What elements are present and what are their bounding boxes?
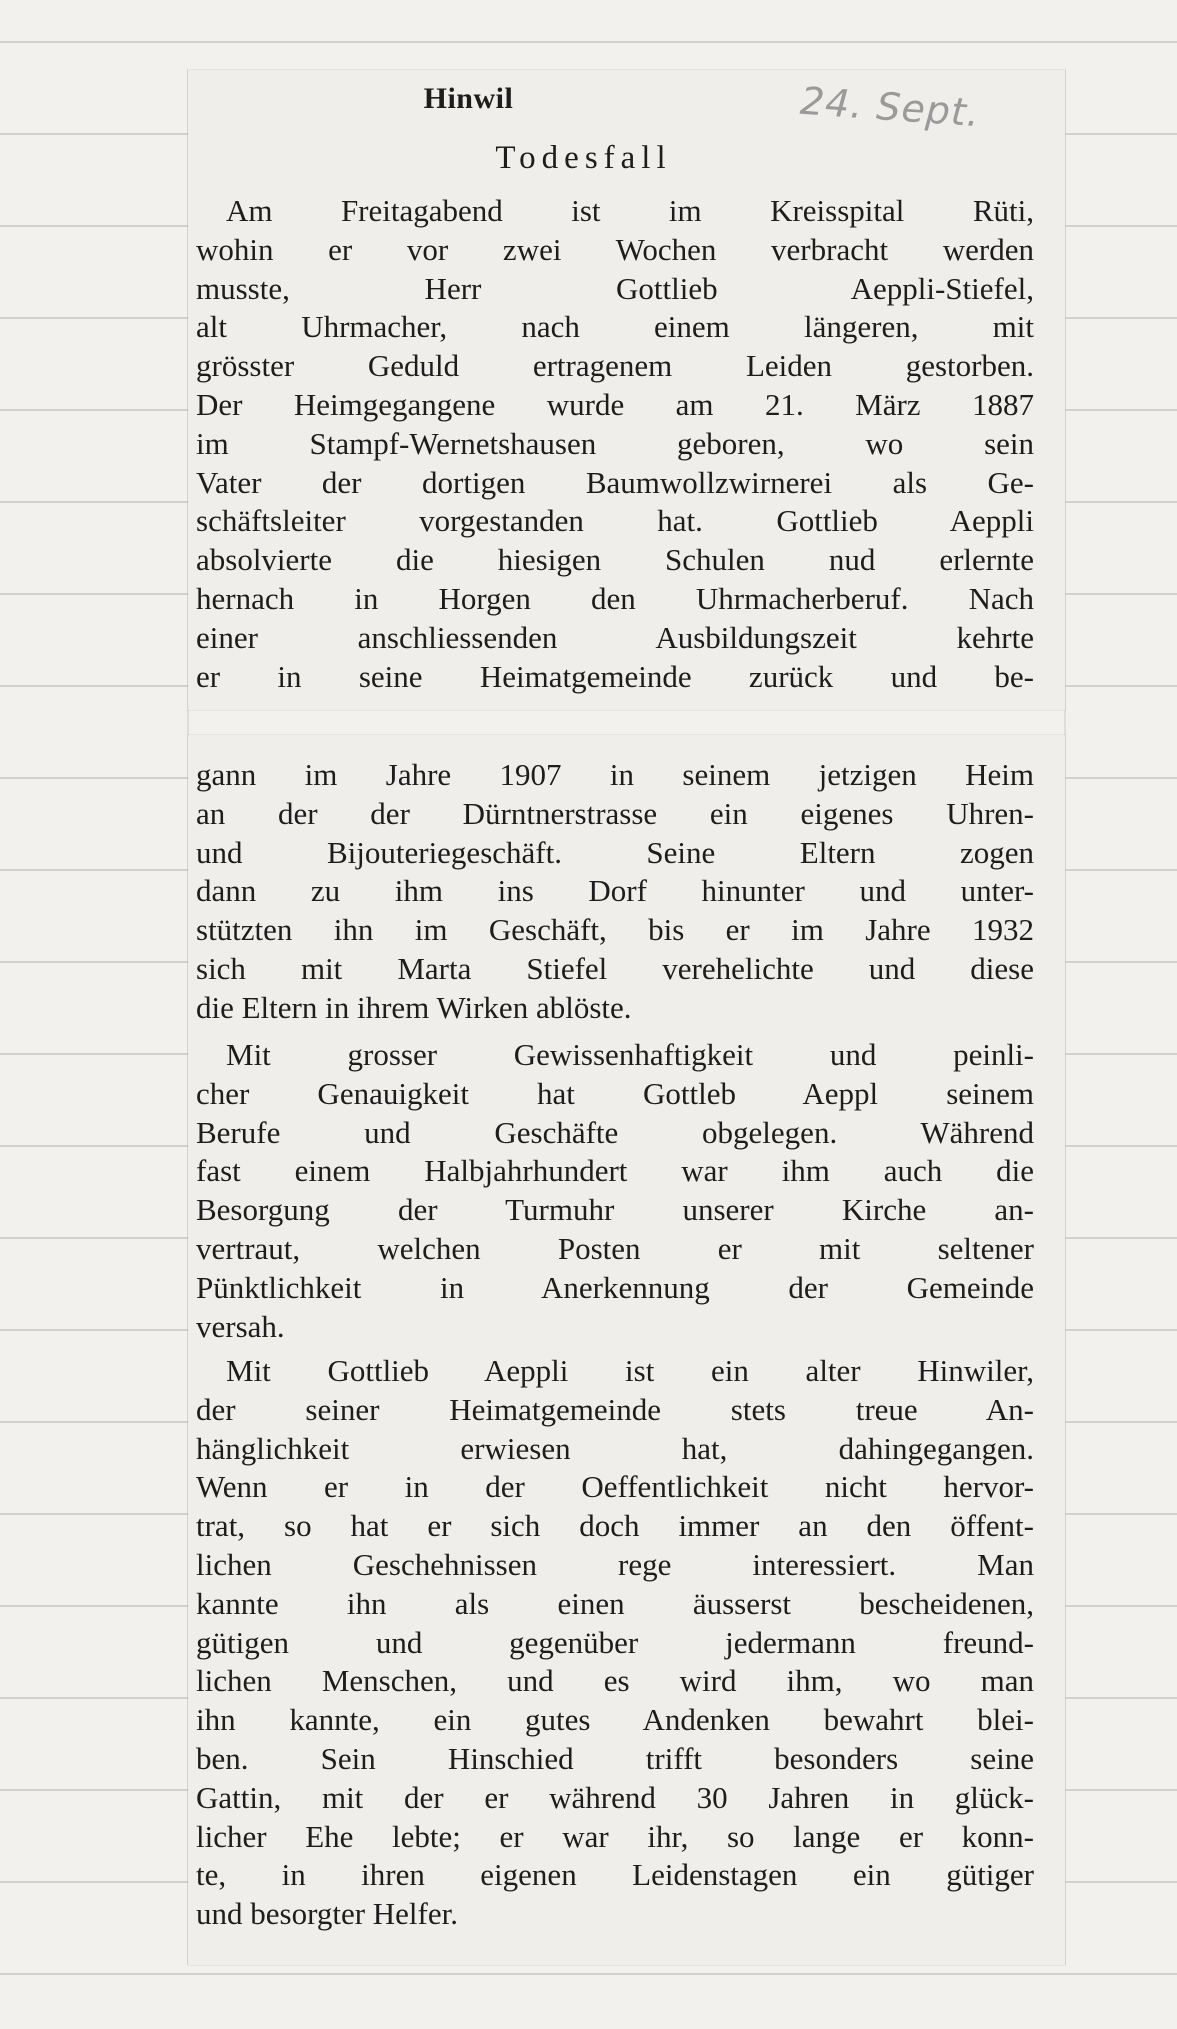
text-line: grösster Geduld ertragenem Leiden gestorben. [196, 348, 1034, 384]
text-line: trat, so hat er sich doch immer an den öffent- [196, 1508, 1034, 1544]
text-line: versah. [196, 1308, 285, 1344]
text-line: ben. Sein Hinschied trifft besonders seine [196, 1740, 1034, 1776]
text-line: er in seine Heimatgemeinde zurück und be- [196, 658, 1034, 694]
text-line: licher Ehe lebte; er war ihr, so lange er konn- [196, 1818, 1034, 1854]
text-line: schäftsleiter vorgestanden hat. Gottlieb Aeppli [196, 503, 1034, 539]
text-line: gann im Jahre 1907 in seinem jetzigen Heim [196, 757, 1034, 792]
text-line: Wenn er in der Oeffentlichkeit nicht hervor- [196, 1469, 1034, 1505]
text-line: musste, Herr Gottlieb Aeppli-Stiefel, [196, 270, 1034, 306]
text-line: kannte ihn als einen äusserst bescheidenen, [196, 1585, 1034, 1621]
text-line: ihn kannte, ein gutes Andenken bewahrt blei- [196, 1702, 1034, 1738]
text-line: Vater der dortigen Baumwollzwirnerei als Ge- [196, 464, 1034, 500]
article-paragraph-3 [196, 1352, 1034, 1934]
text-line: Der Heimgegangene wurde am 21. März 1887 [196, 386, 1034, 422]
text-line: im Stampf-Wernetshausen geboren, wo sein [196, 425, 1034, 461]
article-place-heading: Hinwil [423, 82, 514, 115]
article-paragraph-1-part-a [196, 192, 1034, 696]
text-line: der seiner Heimatgemeinde stets treue An- [196, 1391, 1034, 1427]
text-line: fast einem Halbjahrhundert war ihm auch die [196, 1153, 1034, 1189]
text-line: Am Freitagabend ist im Kreisspital Rüti, [226, 193, 1034, 228]
text-line: Mit grosser Gewissenhaftigkeit und peinli- [226, 1037, 1034, 1072]
text-line: an der der Dürntnerstrasse ein eigenes Uhren- [196, 795, 1034, 831]
article-title: Todesfall [495, 140, 672, 176]
text-line: absolvierte die hiesigen Schulen nud erlernte [196, 542, 1034, 578]
text-line: und Bijouteriegeschäft. Seine Eltern zogen [196, 834, 1034, 870]
text-line: alt Uhrmacher, nach einem längeren, mit [196, 309, 1034, 345]
text-line: lichen Menschen, und es wird ihm, wo man [196, 1663, 1034, 1699]
text-line: die Eltern in ihrem Wirken ablöste. [196, 989, 632, 1025]
text-line: lichen Geschehnissen rege interessiert. Man [196, 1546, 1034, 1582]
text-line: gütigen und gegenüber jedermann freund- [196, 1624, 1034, 1660]
text-line: te, in ihren eigenen Leidenstagen ein gütiger [196, 1857, 1034, 1893]
text-line: dann zu ihm ins Dorf hinunter und unter- [196, 873, 1034, 909]
text-line: wohin er vor zwei Wochen verbracht werden [196, 231, 1034, 267]
text-line: Pünktlichkeit in Anerkennung der Gemeinde [196, 1269, 1034, 1305]
text-line: vertraut, welchen Posten er mit seltener [196, 1230, 1034, 1266]
article-paragraph-1-part-b [196, 756, 1034, 1028]
text-line: Besorgung der Turmuhr unserer Kirche an- [196, 1192, 1034, 1228]
text-line: Gattin, mit der er während 30 Jahren in glück- [196, 1779, 1034, 1815]
text-line: stützten ihn im Geschäft, bis er im Jahre 1932 [196, 912, 1034, 948]
text-line: sich mit Marta Stiefel verehelichte und diese [196, 950, 1034, 986]
text-line: einer anschliessenden Ausbildungszeit kehrte [196, 619, 1034, 655]
article-paragraph-2 [196, 1036, 1034, 1346]
text-line: hernach in Horgen den Uhrmacherberuf. Nach [196, 580, 1034, 616]
text-line: Berufe und Geschäfte obgelegen. Während [196, 1114, 1034, 1150]
handwritten-date-note: 24. Sept. [798, 78, 982, 136]
text-line: hänglichkeit erwiesen hat, dahingegangen. [196, 1430, 1034, 1466]
text-line: cher Genauigkeit hat Gottleb Aeppl seinem [196, 1075, 1034, 1111]
text-line: und besorgter Helfer. [196, 1896, 458, 1932]
text-line: Mit Gottlieb Aeppli ist ein alter Hinwiler, [226, 1353, 1034, 1388]
